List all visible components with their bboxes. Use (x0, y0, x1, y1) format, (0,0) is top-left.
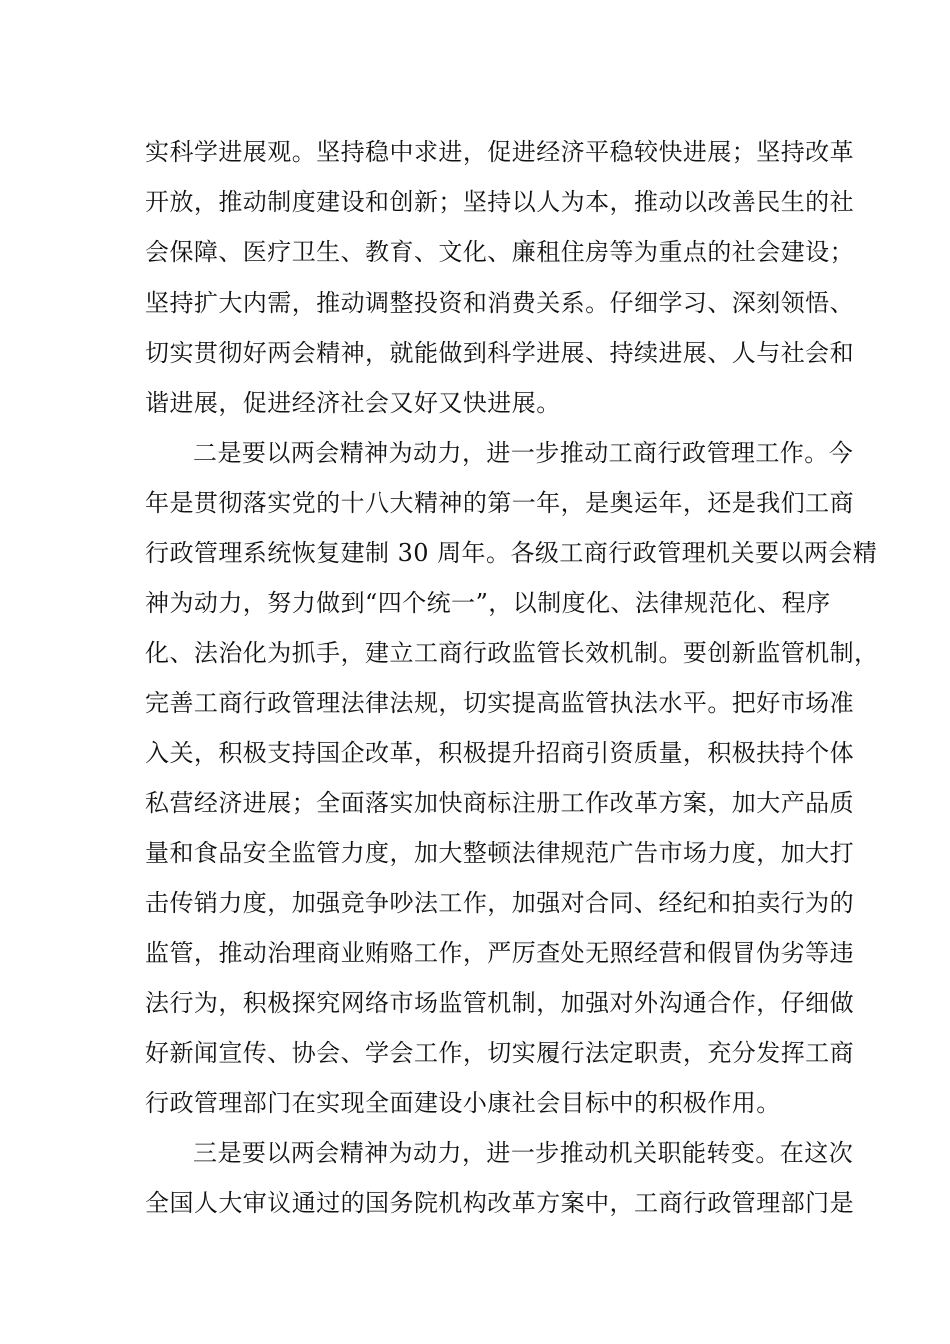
text-line: 全国人大审议通过的国务院机构改革方案中，工商行政管理部门是 (145, 1189, 855, 1217)
text-line: 化、法治化为抓手，建立工商行政监管长效机制。要创新监管机制， (145, 639, 879, 667)
text-line: 监管，推动治理商业贿赂工作，严厉查处无照经营和假冒伪劣等违 (145, 939, 855, 967)
text-line: 坚持扩大内需，推动调整投资和消费关系。仔细学习、深刻领悟、 (145, 289, 855, 317)
text-line: 会保障、医疗卫生、教育、文化、廉租住房等为重点的社会建设； (145, 238, 855, 266)
paragraph-first-line: 三是要以两会精神为动力，进一步推动机关职能转变。在这次 (193, 1139, 854, 1167)
text-line: 私营经济进展；全面落实加快商标注册工作改革方案，加大产品质 (145, 789, 855, 817)
paragraph-first-line: 二是要以两会精神为动力，进一步推动工商行政管理工作。今 (193, 439, 854, 467)
text-line: 法行为，积极探究网络市场监管机制，加强对外沟通合作，仔细做 (145, 989, 855, 1017)
text-line: 年是贯彻落实党的十八大精神的第一年，是奥运年，还是我们工商 (145, 489, 855, 517)
text-line: 切实贯彻好两会精神，就能做到科学进展、持续进展、人与社会和 (145, 339, 855, 367)
text-line: 好新闻宣传、协会、学会工作，切实履行法定职责，充分发挥工商 (145, 1039, 855, 1067)
text-line: 入关，积极支持国企改革，积极提升招商引资质量，积极扶持个体 (145, 739, 855, 767)
text-line: 击传销力度，加强竞争吵法工作，加强对合同、经纪和拍卖行为的 (145, 889, 855, 917)
text-line: 行政管理部门在实现全面建设小康社会目标中的积极作用。 (145, 1089, 781, 1117)
text-line: 谐进展，促进经济社会又好又快进展。 (145, 389, 561, 417)
text-line: 神为动力，努力做到“四个统一”，以制度化、法律规范化、程序 (145, 589, 831, 617)
text-line: 开放，推动制度建设和创新；坚持以人为本，推动以改善民生的社 (145, 188, 855, 216)
text-line: 实科学进展观。坚持稳中求进，促进经济平稳较快进展；坚持改革 (145, 138, 855, 166)
text-line: 完善工商行政管理法律法规，切实提高监管执法水平。把好市场准 (145, 689, 855, 717)
text-line: 行政管理系统恢复建制 30 周年。各级工商行政管理机关要以两会精 (145, 539, 878, 567)
text-line: 量和食品安全监管力度，加大整顿法律规范广告市场力度，加大打 (145, 839, 855, 867)
